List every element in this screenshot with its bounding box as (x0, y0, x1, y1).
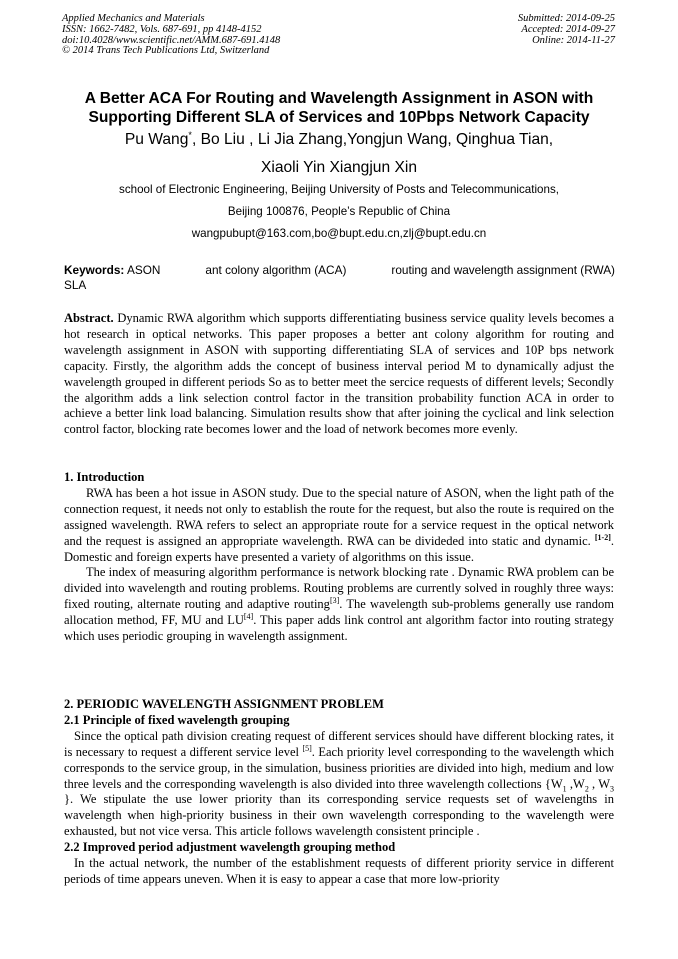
abstract (64, 311, 614, 438)
keyword: ant colony algorithm (ACA) (205, 263, 347, 277)
section-heading: 1. Introduction (64, 470, 145, 484)
issn-line: ISSN: 1662-7482, Vols. 687-691, pp 4148-4152 (62, 23, 262, 35)
section-heading: 2. PERIODIC WAVELENGTH ASSIGNMENT PROBLEM (64, 697, 384, 711)
keyword: ASON (126, 263, 161, 277)
submitted-date: Submitted: 2014-09-25 (517, 13, 615, 24)
journal-info (62, 14, 280, 57)
citation: [5] (302, 743, 312, 753)
co-authors: , Bo Liu , Li Jia Zhang,Yongjun Wang, Qinghua Tian, (191, 131, 554, 148)
title-line-1: A Better ACA For Routing and Wavelength Assignment in ASON with (84, 90, 594, 107)
affiliation-line-1: school of Electronic Engineering, Beijing University of Posts and Telecommunications, (119, 183, 559, 196)
corresponding-mark: * (188, 129, 192, 140)
submission-dates (518, 14, 615, 46)
paragraph: RWA has been a hot issue in ASON study. Due to the special nature of ASON, when the light path of the connection request, it needs not only to establish the route for the request, but also the route is required on the assigned wavelength. RWA refers to select an appropriate route for a service request in the optical network and the request is assigned an appropriate wavelength. RWA can be divideded into static and dynamic. [1-2]. Domestic and foreign experts have presented a variety of algorithms on this issue. (64, 485, 614, 564)
first-author: Pu Wang (124, 131, 189, 148)
introduction-section (64, 470, 614, 645)
citation: [3] (329, 596, 340, 606)
paper-title (40, 90, 638, 127)
author-emails: wangpubupt@163.com,bo@bupt.edu.cn,zlj@bupt.edu.cn (191, 227, 487, 240)
citation: [4] (243, 612, 254, 621)
keyword: routing and wavelength assignment (RWA) (391, 263, 615, 277)
doi-line: doi:10.4028/www.scientific.net/AMM.687-691.4148 (62, 34, 281, 46)
section-2 (64, 697, 614, 888)
abstract-label: Abstract. (64, 311, 114, 325)
journal-name: Applied Mechanics and Materials (62, 13, 205, 24)
keyword: SLA (64, 277, 87, 292)
abstract-text: Dynamic RWA algorithm which supports differentiating business service quality levels becomes a hot research in optical networks. This paper proposes a better ant colony algorithm for routing and wavelength assignment in ASON with supporting differentiating SLA of services and 10P bps network capacity. Firstly, the algorithm adds the concept of business interval period M to dynamically adjust the wavelength grouped in different periods So as to better meet the sercice requests of different levels; Secondly the algorithm adds a link selection control factor in the transition probability function ACA in order to achieve a better link load balancing. Simulation results show that after joining the cyclical and link selection control factor, blocking rate becomes lower and the load of network becomes more evenly. (64, 311, 614, 437)
keywords (64, 263, 615, 292)
citation: [1-2] (594, 532, 611, 542)
authors-line-1 (0, 131, 678, 149)
paragraph: The index of measuring algorithm performance is network blocking rate . Dynamic RWA problem can be divided into wavelength and routing problems. Routing problems are currently solved in roughly three ways: fixed routing, alternate routing and adaptive routing[3]. The wavelength sub-problems generally use random allocation method, FF, MU and LU[4]. This paper adds link control ant algorithm factor into routing strategy which uses periodic grouping in wavelength assignment. (64, 565, 614, 644)
authors-line-2: Xiaoli Yin Xiangjun Xin (260, 159, 418, 176)
paragraph: Since the optical path division creating request of different services should have different blocking rates, it is necessary to request a different service level [5]. Each priority level corresponding to the wavelength which corresponds to the service group, in the simulation, business priorities are divided into high, medium and low three levels and the corresponding wavelength is also divided into three wavelength collections {$W_1$ $,W_2$ , $W_3$ }. We stipulate the use lower priority than its corresponding service requests set of wavelengths in wavelength when high-priority business in their own wavelength corresponding to the wavelength were exhausted, but not vice versa. This article follows wavelength consistent principle . (64, 728, 615, 839)
subsection-heading: 2.2 Improved period adjustment wavelength grouping method (64, 840, 396, 855)
online-date: Online: 2014-11-27 (532, 34, 615, 46)
copyright-line: © 2014 Trans Tech Publications Ltd, Switzerland (62, 45, 270, 57)
keywords-label: Keywords: (64, 263, 125, 277)
title-line-2: Supporting Different SLA of Services and 10Pbps Network Capacity (88, 108, 590, 126)
accepted-date: Accepted: 2014-09-27 (521, 23, 615, 35)
subsection-heading: 2.1 Principle of fixed wavelength grouping (64, 712, 290, 727)
paragraph: In the actual network, the number of the establishment requests of different priority service in different periods of time appears uneven. When it is easy to appear a case that more low-priority (64, 856, 614, 886)
affiliation-line-2: Beijing 100876, People’s Republic of China (227, 205, 451, 218)
